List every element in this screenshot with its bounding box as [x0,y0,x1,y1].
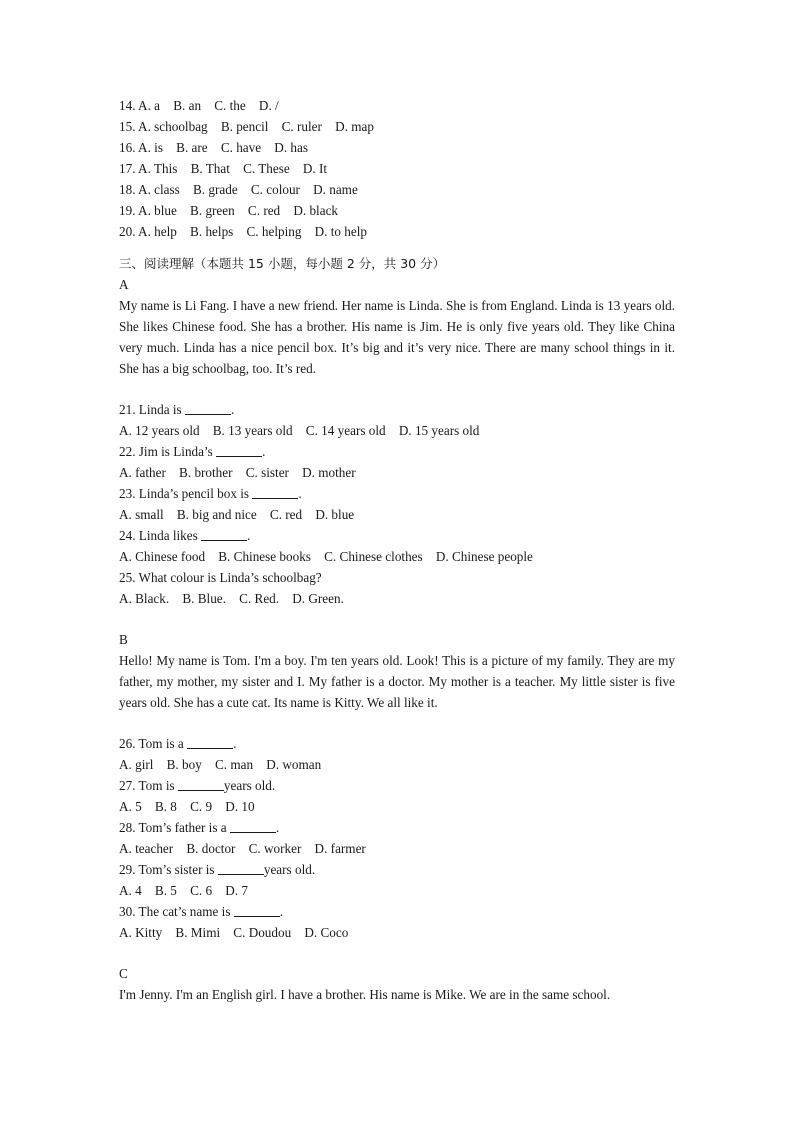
question-22-options: A. father B. brother C. sister D. mother [119,465,356,480]
question-25-options: A. Black. B. Blue. C. Red. D. Green. [119,591,344,606]
question-29-options: A. 4 B. 5 C. 6 D. 7 [119,883,248,898]
passage-b-text: Hello! My name is Tom. I'm a boy. I'm ten years old. Look! This is a picture of my family. They are my father, my mother, my sister and I. My father is a doctor. My mother is a teacher. My little sister is five years old. She has a cute cat. Its name is Kitty. We all like it. [119,653,675,710]
passage-b-label: B [119,632,128,647]
question-27: 27. Tom is years old. [119,778,276,793]
question-24-options: A. Chinese food B. Chinese books C. Chinese clothes D. Chinese people [119,549,533,564]
passage-c-text: I'm Jenny. I'm an English girl. I have a brother. His name is Mike. We are in the same school. [119,987,611,1002]
answer-blank [252,486,298,499]
cloze-options [119,95,675,242]
question-29: 29. Tom’s sister is years old. [119,862,316,877]
question-27-options: A. 5 B. 8 C. 9 D. 10 [119,799,255,814]
cloze-option-15: 15. A. schoolbag B. pencil C. ruler D. map [119,119,374,134]
question-26: 26. Tom is a . [119,736,237,751]
cloze-option-14: 14. A. a B. an C. the D. / [119,98,279,113]
answer-blank [216,444,262,457]
question-25: 25. What colour is Linda’s schoolbag? [119,570,322,585]
passage-a-text: My name is Li Fang. I have a new friend. Her name is Linda. She is from England. Linda is 13 years old. She likes Chinese food. She has a brother. His name is Jim. He is only five years old. They like China very much. Linda has a nice pencil box. It’s big and it’s very nice. There are many school things in it. She has a big schoolbag, too. It’s red. [119,298,675,376]
cloze-option-19: 19. A. blue B. green C. red D. black [119,203,339,218]
question-28: 28. Tom’s father is a . [119,820,280,835]
question-24: 24. Linda likes . [119,528,251,543]
answer-blank [185,402,231,415]
answer-blank [230,820,276,833]
passage-b [119,629,675,943]
question-30: 30. The cat’s name is . [119,904,284,919]
cloze-option-20: 20. A. help B. helps C. helping D. to help [119,224,367,239]
question-26-options: A. girl B. boy C. man D. woman [119,757,322,772]
question-23-options: A. small B. big and nice C. red D. blue [119,507,355,522]
passage-a-label: A [119,277,129,292]
section-heading: 三、阅读理解（本题共 15 小题，每小题 2 分，共 30 分） [119,256,446,271]
cloze-option-16: 16. A. is B. are C. have D. has [119,140,308,155]
cloze-option-18: 18. A. class B. grade C. colour D. name [119,182,358,197]
answer-blank [201,528,247,541]
passage-c-label: C [119,966,128,981]
cloze-option-17: 17. A. This B. That C. These D. It [119,161,328,176]
answer-blank [218,862,264,875]
passage-a [119,274,675,609]
passage-c [119,963,675,1005]
answer-blank [178,778,224,791]
question-28-options: A. teacher B. doctor C. worker D. farmer [119,841,366,856]
answer-blank [234,904,280,917]
question-21-options: A. 12 years old B. 13 years old C. 14 years old D. 15 years old [119,423,480,438]
question-30-options: A. Kitty B. Mimi C. Doudou D. Coco [119,925,349,940]
question-23: 23. Linda’s pencil box is . [119,486,302,501]
question-21: 21. Linda is . [119,402,235,417]
answer-blank [187,736,233,749]
question-22: 22. Jim is Linda’s . [119,444,266,459]
worksheet-page [119,95,675,1005]
